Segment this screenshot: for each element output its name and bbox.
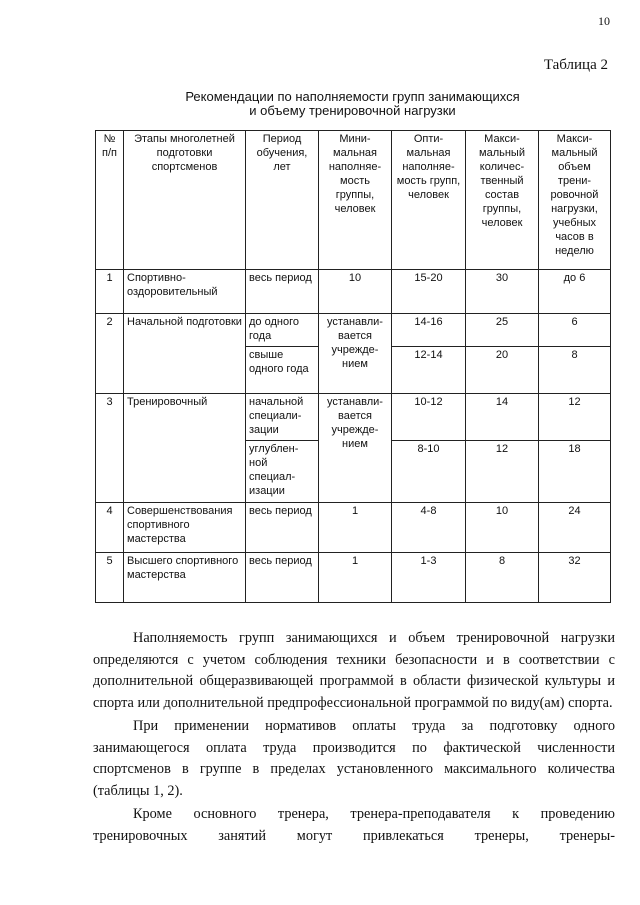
table-title-line2: и объему тренировочной нагрузки <box>249 103 456 118</box>
header-period: Период обучения, лет <box>246 131 319 270</box>
cell-optimal-size: 14-16 <box>392 314 466 347</box>
cell-min-size: устанавли-вается учрежде-нием <box>319 394 392 503</box>
table-row <box>96 314 611 347</box>
table-title <box>150 90 555 118</box>
paragraph: Наполняемость групп занимающихся и объем тренировочной нагрузки определяются с учетом соблюдения техники безопасности и в соответствии с дополнительной общеразвивающей программой в области физической культуры и спорта или дополнительной предпрофессиональной программой по виду(ам) спорта. <box>93 630 615 711</box>
cell-max-size: 14 <box>466 394 539 441</box>
cell-period: углублен-ной специал-изации <box>246 441 319 503</box>
cell-max-size: 30 <box>466 270 539 314</box>
cell-optimal-size: 8-10 <box>392 441 466 503</box>
cell-max-hours: 24 <box>539 503 611 553</box>
cell-max-hours: до 6 <box>539 270 611 314</box>
cell-max-size: 10 <box>466 503 539 553</box>
header-stage: Этапы многолетней подготовки спортсменов <box>124 131 246 270</box>
cell-optimal-size: 15-20 <box>392 270 466 314</box>
header-max-size: Макси-мальный количес-твенный состав группы, человек <box>466 131 539 270</box>
cell-max-hours: 6 <box>539 314 611 347</box>
recommendations-table <box>95 130 611 603</box>
cell-optimal-size: 12-14 <box>392 347 466 394</box>
cell-max-hours: 12 <box>539 394 611 441</box>
paragraph: При применении нормативов оплаты труда за подготовку одного занимающегося оплата труда производится по фактической численности спортсменов в группе в пределах установленного максимального количества (таблицы 1, 2). <box>93 718 615 799</box>
cell-period: весь период <box>246 553 319 603</box>
cell-max-hours: 8 <box>539 347 611 394</box>
cell-stage: Совершенствования спортивного мастерства <box>124 503 246 553</box>
cell-max-size: 25 <box>466 314 539 347</box>
cell-max-size: 8 <box>466 553 539 603</box>
cell-period: весь период <box>246 503 319 553</box>
cell-stage: Тренировочный <box>124 394 246 503</box>
page-number: 10 <box>598 14 610 28</box>
header-max-hours: Макси-мальный объем трени-ровочной нагрузки, учебных часов в неделю <box>539 131 611 270</box>
cell-number: 3 <box>96 394 124 503</box>
cell-optimal-size: 1-3 <box>392 553 466 603</box>
cell-number: 5 <box>96 553 124 603</box>
cell-stage: Начальной подготовки <box>124 314 246 394</box>
cell-number: 4 <box>96 503 124 553</box>
cell-min-size: 1 <box>319 503 392 553</box>
cell-max-size: 20 <box>466 347 539 394</box>
cell-period: свыше одного года <box>246 347 319 394</box>
table-row <box>96 503 611 553</box>
table-row <box>96 270 611 314</box>
table-row <box>96 553 611 603</box>
header-number: № п/п <box>96 131 124 270</box>
cell-number: 2 <box>96 314 124 394</box>
cell-period: до одного года <box>246 314 319 347</box>
cell-number: 1 <box>96 270 124 314</box>
cell-max-hours: 18 <box>539 441 611 503</box>
cell-optimal-size: 4-8 <box>392 503 466 553</box>
header-optimal-size: Опти-мальная наполняе-мость групп, человек <box>392 131 466 270</box>
cell-min-size: 10 <box>319 270 392 314</box>
cell-period: весь период <box>246 270 319 314</box>
cell-stage: Спортивно-оздоровительный <box>124 270 246 314</box>
table-row <box>96 394 611 441</box>
body-text <box>93 628 615 847</box>
cell-optimal-size: 10-12 <box>392 394 466 441</box>
table-label: Таблица 2 <box>543 57 608 73</box>
cell-max-hours: 32 <box>539 553 611 603</box>
cell-min-size: 1 <box>319 553 392 603</box>
paragraph: Кроме основного тренера, тренера-преподавателя к проведению тренировочных занятий могут привлекаться тренеры, тренеры- <box>93 806 615 844</box>
table-header-row <box>96 131 611 270</box>
cell-min-size: устанавли-вается учрежде-нием <box>319 314 392 394</box>
cell-stage: Высшего спортивного мастерства <box>124 553 246 603</box>
cell-max-size: 12 <box>466 441 539 503</box>
header-min-size: Мини-мальная наполняе-мость группы, человек <box>319 131 392 270</box>
table-title-line1: Рекомендации по наполняемости групп занимающихся <box>185 89 520 104</box>
cell-period: начальной специали-зации <box>246 394 319 441</box>
